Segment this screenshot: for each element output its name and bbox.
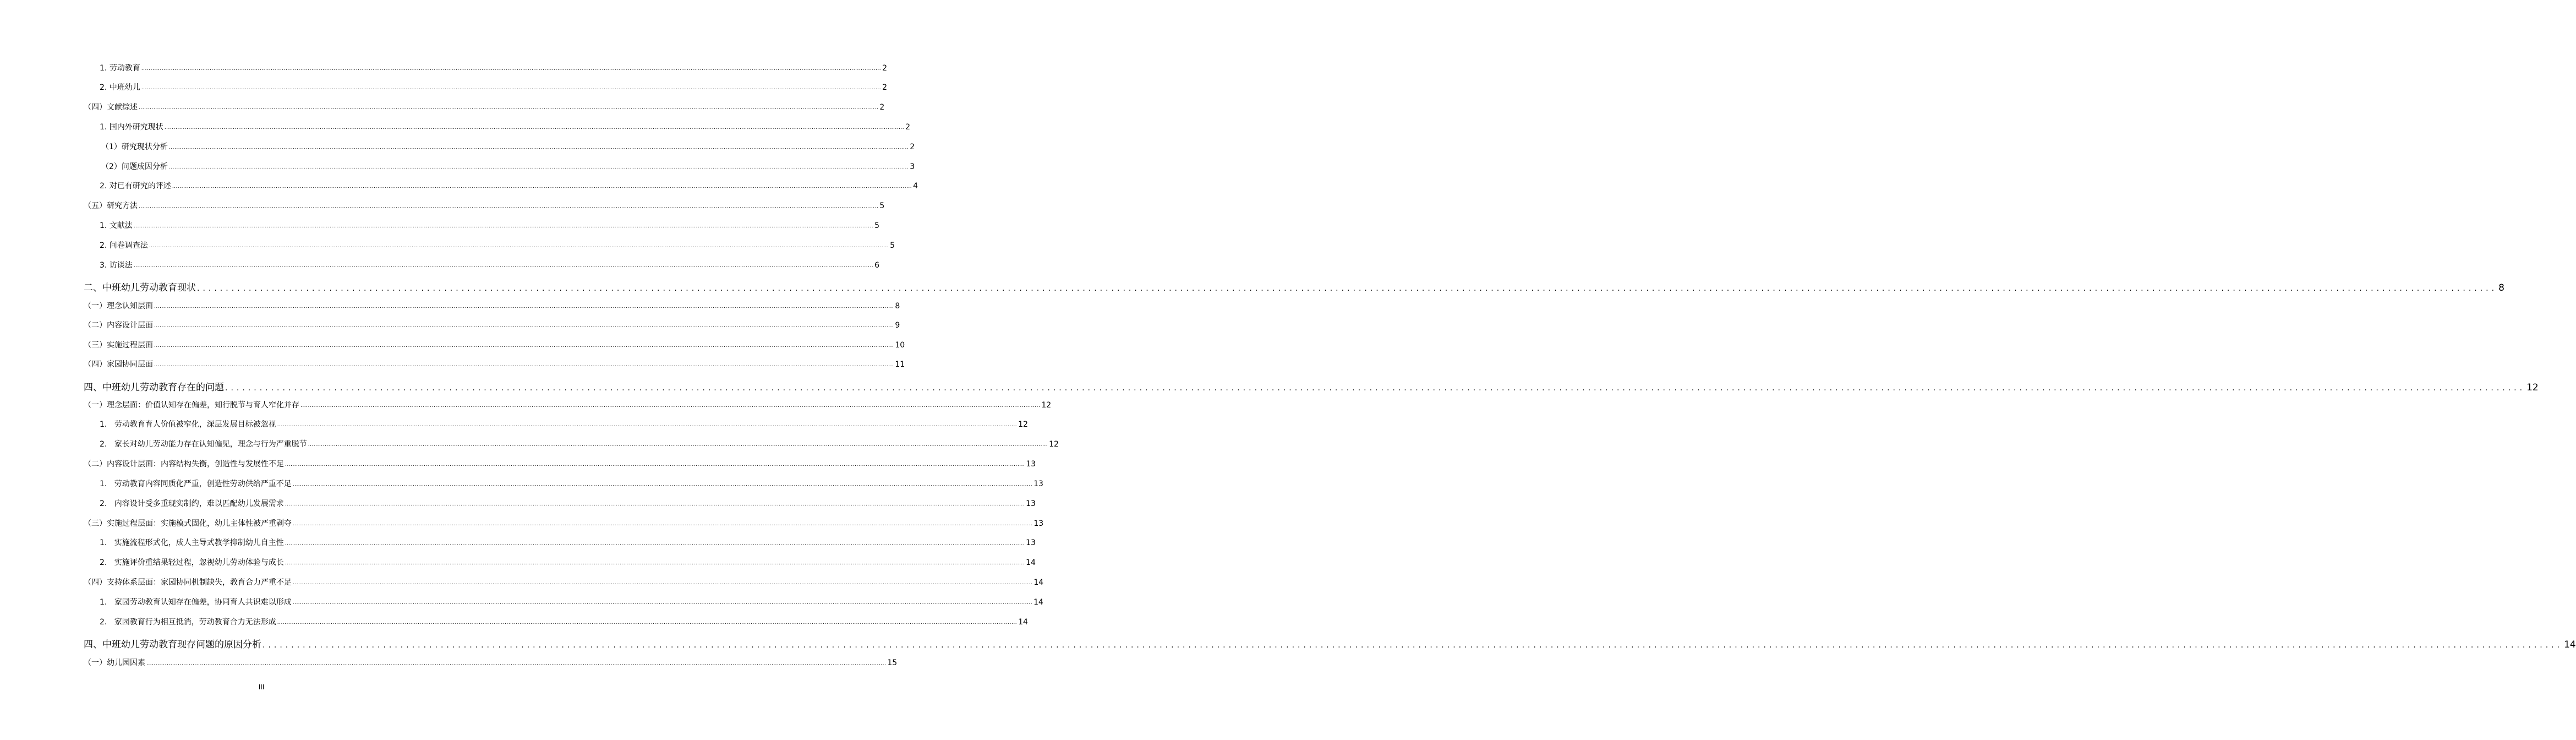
toc-entry — [100, 499, 1036, 508]
toc-dot-leader: ................................................................................................................................................................................................................................................................................................................................................................................................................ — [262, 641, 2563, 650]
toc-entry — [101, 143, 915, 151]
toc-entry-title: 2. 对已有研究的评述 — [100, 182, 171, 191]
toc-entry — [100, 64, 888, 73]
toc-entry-title: （四）家园协同层面 — [84, 360, 153, 369]
toc-entry — [84, 103, 885, 112]
toc-entry — [101, 162, 915, 171]
toc-entry-page: 8 — [895, 302, 900, 311]
toc-entry-page: 13 — [1026, 460, 1036, 469]
toc-entry — [84, 578, 1044, 587]
toc-chapter-entry — [84, 382, 2539, 393]
toc-entry — [100, 182, 918, 191]
toc-entry-title: 1. 实施流程形式化，成人主导式教学抑制幼儿自主性 — [100, 538, 284, 547]
toc-dot-leader: ................................................................................................................................................................................................................................................................................................................................................................................................................ — [225, 384, 2526, 393]
toc-entry-title: 四、中班幼儿劳动教育现存问题的原因分析 — [84, 639, 261, 650]
toc-entry — [100, 241, 895, 250]
toc-entry-title: （五）研究方法 — [84, 202, 138, 210]
toc-dot-leader: ................................................................................................................................................................................................................................................................................................................................................................................................................ — [154, 343, 894, 349]
toc-chapter-entry — [84, 282, 2504, 293]
toc-entry-page: 13 — [1033, 480, 1043, 488]
toc-entry-title: （四）文献综述 — [84, 103, 138, 112]
toc-dot-leader: ................................................................................................................................................................................................................................................................................................................................................................................................................ — [141, 66, 882, 72]
toc-entry — [84, 401, 1052, 410]
toc-entry — [84, 321, 900, 330]
toc-entry-page: 14 — [2564, 639, 2576, 650]
toc-entry-title: 1. 劳动教育 — [100, 64, 140, 73]
toc-entry-title: 四、中班幼儿劳动教育存在的问题 — [84, 382, 224, 393]
toc-entry-page: 14 — [1033, 578, 1044, 587]
toc-entry-page: 2 — [882, 64, 888, 73]
toc-entry — [100, 598, 1043, 607]
toc-entry — [100, 261, 880, 270]
toc-entry-page: 12 — [1049, 440, 1059, 449]
toc-entry — [100, 83, 888, 92]
toc-entry-page: 11 — [895, 360, 905, 369]
toc-chapter-entry — [84, 639, 2576, 650]
toc-entry-title: （四）支持体系层面：家园协同机制缺失，教育合力严重不足 — [84, 578, 292, 587]
toc-dot-leader: ................................................................................................................................................................................................................................................................................................................................................................................................................ — [277, 620, 1018, 625]
toc-dot-leader: ................................................................................................................................................................................................................................................................................................................................................................................................................ — [293, 521, 1033, 527]
toc-entry — [100, 618, 1028, 627]
toc-entry — [100, 221, 880, 230]
toc-entry-page: 13 — [1033, 519, 1044, 528]
toc-entry-title: 3. 访谈法 — [100, 261, 133, 270]
toc-entry — [100, 480, 1043, 488]
toc-entry-title: 1. 家园劳动教育认知存在偏差，协同育人共识难以形成 — [100, 598, 292, 607]
toc-dot-leader: ................................................................................................................................................................................................................................................................................................................................................................................................................ — [197, 284, 2498, 293]
toc-entry — [100, 420, 1028, 429]
toc-entry-page: 5 — [874, 221, 880, 230]
toc-dot-leader: ................................................................................................................................................................................................................................................................................................................................................................................................................ — [168, 165, 909, 170]
toc-entry-page: 12 — [1041, 401, 1052, 410]
toc-dot-leader: ................................................................................................................................................................................................................................................................................................................................................................................................................ — [154, 323, 894, 329]
toc-entry-page: 2 — [879, 103, 885, 112]
toc-entry-title: （二）内容设计层面 — [84, 321, 153, 330]
toc-entry — [84, 341, 905, 350]
toc-entry-title: （一）理念层面：价值认知存在偏差，知行脱节与育人窄化并存 — [84, 401, 299, 410]
toc-entry — [100, 123, 911, 132]
toc-dot-leader: ................................................................................................................................................................................................................................................................................................................................................................................................................ — [293, 580, 1033, 586]
toc-entry-page: 2 — [910, 143, 915, 151]
toc-entry-title: 1. 劳动教育育人价值被窄化，深层发展目标被忽视 — [100, 420, 276, 429]
toc-entry — [100, 558, 1036, 567]
toc-dot-leader: ................................................................................................................................................................................................................................................................................................................................................................................................................ — [146, 661, 887, 666]
toc-dot-leader: ................................................................................................................................................................................................................................................................................................................................................................................................................ — [139, 105, 879, 111]
toc-entry — [84, 460, 1036, 469]
toc-entry-page: 12 — [1018, 420, 1028, 429]
toc-dot-leader: ................................................................................................................................................................................................................................................................................................................................................................................................................ — [277, 422, 1018, 428]
toc-dot-leader: ................................................................................................................................................................................................................................................................................................................................................................................................................ — [139, 204, 879, 209]
toc-dot-leader: ................................................................................................................................................................................................................................................................................................................................................................................................................ — [154, 362, 894, 368]
toc-entry-title: （2）问题成因分析 — [101, 162, 168, 171]
toc-dot-leader: ................................................................................................................................................................................................................................................................................................................................................................................................................ — [164, 125, 905, 130]
toc-dot-leader: ................................................................................................................................................................................................................................................................................................................................................................................................................ — [154, 304, 894, 309]
toc-entry-title: 2. 问卷调查法 — [100, 241, 148, 250]
toc-dot-leader: ................................................................................................................................................................................................................................................................................................................................................................................................................ — [285, 541, 1025, 546]
toc-entry-title: 1. 劳动教育内容同质化严重，创造性劳动供给严重不足 — [100, 480, 292, 488]
toc-dot-leader: ................................................................................................................................................................................................................................................................................................................................................................................................................ — [285, 561, 1025, 566]
toc-entry-title: （二）内容设计层面：内容结构失衡，创造性与发展性不足 — [84, 460, 284, 469]
toc-dot-leader: ................................................................................................................................................................................................................................................................................................................................................................................................................ — [133, 263, 874, 269]
toc-entry — [84, 202, 885, 210]
toc-dot-leader: ................................................................................................................................................................................................................................................................................................................................................................................................................ — [168, 145, 909, 150]
toc-entry-title: 1. 国内外研究现状 — [100, 123, 163, 132]
toc-entry-page: 8 — [2498, 282, 2504, 293]
toc-entry-title: 2. 实施评价重结果轻过程，忽视幼儿劳动体验与成长 — [100, 558, 284, 567]
toc-entry-title: 2. 家长对幼儿劳动能力存在认知偏见，理念与行为严重脱节 — [100, 440, 307, 449]
toc-entry-title: 2. 家园教育行为相互抵消，劳动教育合力无法形成 — [100, 618, 276, 627]
toc-entry-page: 14 — [1026, 558, 1036, 567]
toc-entry-page: 4 — [913, 182, 918, 191]
toc-entry — [100, 440, 1059, 449]
toc-dot-leader: ................................................................................................................................................................................................................................................................................................................................................................................................................ — [308, 442, 1048, 448]
toc-dot-leader: ................................................................................................................................................................................................................................................................................................................................................................................................................ — [149, 243, 889, 249]
toc-entry-page: 12 — [2526, 382, 2539, 393]
toc-dot-leader: ................................................................................................................................................................................................................................................................................................................................................................................................................ — [285, 462, 1025, 467]
toc-dot-leader: ................................................................................................................................................................................................................................................................................................................................................................................................................ — [292, 482, 1033, 487]
toc-entry-page: 9 — [895, 321, 900, 330]
toc-entry-page: 2 — [882, 83, 888, 92]
toc-entry — [84, 302, 900, 311]
toc-entry-page: 5 — [879, 202, 885, 210]
toc-entry-title: 1. 文献法 — [100, 221, 133, 230]
toc-entry — [100, 538, 1036, 547]
toc-entry-title: （三）实施过程层面 — [84, 341, 153, 350]
toc-entry-title: （一）理念认知层面 — [84, 302, 153, 311]
toc-dot-leader: ................................................................................................................................................................................................................................................................................................................................................................................................................ — [172, 184, 912, 189]
toc-entry — [84, 519, 1044, 528]
toc-entry-title: 2. 内容设计受多重现实制约，难以匹配幼儿发展需求 — [100, 499, 284, 508]
toc-entry-title: 2. 中班幼儿 — [100, 83, 140, 92]
toc-entry-page: 10 — [895, 341, 905, 350]
toc-entry — [84, 360, 905, 369]
toc-entry-title: 二、中班幼儿劳动教育现状 — [84, 282, 196, 293]
toc-entry — [84, 659, 898, 667]
toc-entry-page: 15 — [887, 659, 898, 667]
toc-entry-title: （1）研究现状分析 — [101, 143, 168, 151]
toc-entry-title: （一）幼儿园因素 — [84, 659, 145, 667]
toc-entry-page: 13 — [1026, 538, 1036, 547]
toc-entry-page: 13 — [1026, 499, 1036, 508]
toc-entry-page: 5 — [890, 241, 895, 250]
toc-dot-leader: ................................................................................................................................................................................................................................................................................................................................................................................................................ — [141, 85, 882, 91]
toc-entry-title: （三）实施过程层面：实施模式固化，幼儿主体性被严重剥夺 — [84, 519, 292, 528]
page-number: III — [258, 683, 265, 691]
toc-entry-page: 3 — [910, 162, 915, 171]
toc-entry-page: 2 — [905, 123, 911, 132]
toc-entry-page: 14 — [1033, 598, 1043, 607]
toc-dot-leader: ................................................................................................................................................................................................................................................................................................................................................................................................................ — [285, 502, 1025, 507]
toc-dot-leader: ................................................................................................................................................................................................................................................................................................................................................................................................................ — [292, 600, 1033, 606]
toc-entry-page: 6 — [874, 261, 880, 270]
toc-dot-leader: ................................................................................................................................................................................................................................................................................................................................................................................................................ — [133, 224, 874, 229]
toc-dot-leader: ................................................................................................................................................................................................................................................................................................................................................................................................................ — [300, 403, 1041, 409]
toc-entry-page: 14 — [1018, 618, 1028, 627]
